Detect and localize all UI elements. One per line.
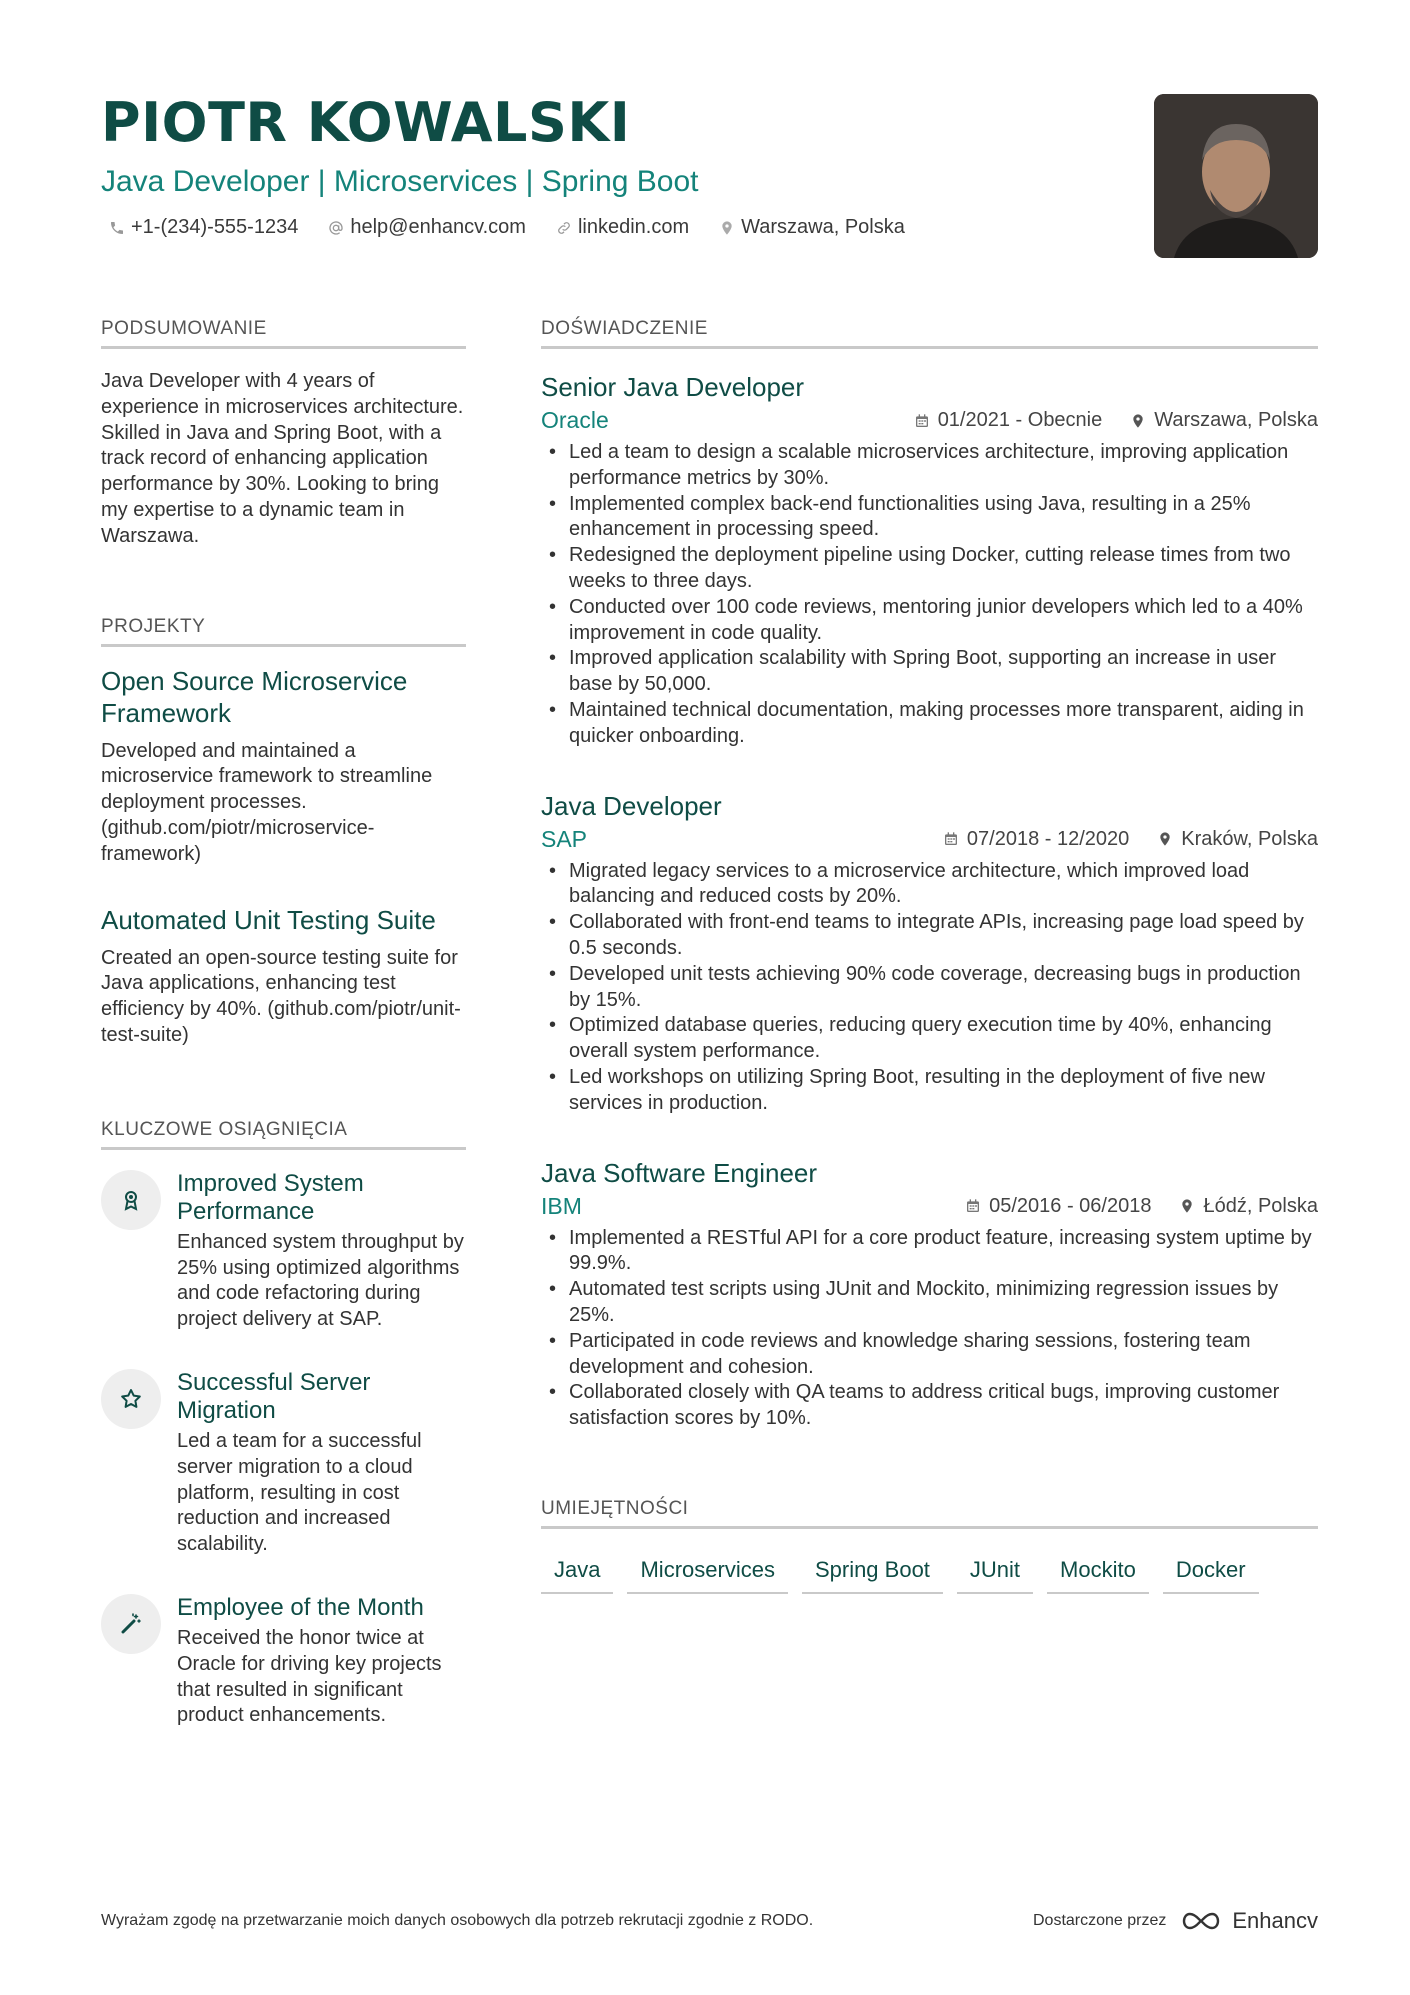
job-bullet: • Implemented complex back-end functionalities using Java, resulting in a 25% enhancement in processing speed.: [541, 492, 1318, 544]
summary-text: Java Developer with 4 years of experience in microservices architecture. Skilled in Java and Spring Boot, with a track record of enhancing application performance by 30%. Looking to bring my expertise to a dynamic team in Warszawa.: [101, 370, 464, 547]
job-bullet: • Migrated legacy services to a microservice architecture, which improved load balancing and reduced costs by 20%.: [541, 859, 1318, 911]
right-column: [541, 318, 1318, 1594]
contact-location: [719, 216, 905, 239]
experience-section: [541, 318, 1318, 1432]
resume-header: [101, 88, 1141, 239]
job-bullets: [541, 440, 1318, 750]
calendar-icon: [965, 1198, 981, 1214]
achievement-item: [101, 1170, 466, 1333]
job-dates: [965, 1195, 1151, 1218]
job-dates-text: 05/2016 - 06/2018: [989, 1194, 1152, 1217]
calendar-icon: [914, 413, 930, 429]
projects-heading: PROJEKTY: [101, 616, 466, 647]
job-title: Java Software Engineer: [541, 1157, 818, 1188]
contact-email-text: help@enhancv.com: [350, 216, 526, 238]
skill-tag: JUnit: [957, 1547, 1033, 1594]
profile-photo: [1154, 94, 1318, 258]
contact-linkedin-text: linkedin.com: [577, 216, 690, 238]
link-icon: [556, 220, 572, 236]
achievements-heading: KLUCZOWE OSIĄGNIĘCIA: [101, 1119, 466, 1150]
job-bullet: • Developed unit tests achieving 90% code coverage, decreasing bugs in production by 15%.: [541, 962, 1318, 1014]
contact-linkedin[interactable]: [556, 216, 689, 239]
portrait-illustration: [1154, 94, 1318, 258]
job-bullet: • Conducted over 100 code reviews, mentoring junior developers which led to a 40% improvement in code quality.: [541, 595, 1318, 647]
job-meta: [541, 826, 1318, 853]
job-entry: [541, 790, 1318, 1117]
location-pin-icon: [1130, 413, 1146, 429]
brand-credit[interactable]: [1033, 1908, 1318, 1934]
contact-location-text: Warszawa, Polska: [741, 216, 905, 238]
job-bullets: [541, 1226, 1318, 1432]
job-location-text: Łódź, Polska: [1203, 1194, 1318, 1217]
calendar-icon: [943, 831, 959, 847]
summary-section: [101, 318, 466, 550]
project-title: Automated Unit Testing Suite: [101, 904, 436, 935]
at-icon: [328, 220, 344, 236]
skill-tag: Spring Boot: [802, 1547, 943, 1594]
job-bullet: • Improved application scalability with Spring Boot, supporting an increase in user base by 50,000.: [541, 646, 1318, 698]
job-bullet: • Collaborated closely with QA teams to address critical bugs, improving customer satisfaction scores by 10%.: [541, 1380, 1318, 1432]
job-location: [1157, 828, 1318, 851]
job-company: SAP: [541, 825, 588, 852]
skill-tag: Java: [541, 1547, 613, 1594]
job-bullet: • Automated test scripts using JUnit and Mockito, minimizing regression issues by 25%.: [541, 1277, 1318, 1329]
project-item: [101, 904, 466, 1049]
star-icon: [101, 1369, 161, 1429]
achievement-title: Employee of the Month: [177, 1593, 424, 1621]
achievement-item: [101, 1594, 466, 1729]
location-pin-icon: [1179, 1198, 1195, 1214]
skill-tag: Microservices: [627, 1547, 787, 1594]
job-meta: [541, 407, 1318, 434]
job-bullet: • Maintained technical documentation, making processes more transparent, aiding in quicker onboarding.: [541, 698, 1318, 750]
job-dates: [943, 828, 1129, 851]
job-bullet: • Led a team to design a scalable microservices architecture, improving application performance metrics by 30%.: [541, 440, 1318, 492]
location-pin-icon: [1157, 831, 1173, 847]
infinity-logo-icon: [1178, 1910, 1224, 1932]
summary-heading: PODSUMOWANIE: [101, 318, 466, 349]
contact-phone-text: +1-(234)-555-1234: [131, 216, 299, 238]
job-location-text: Warszawa, Polska: [1154, 409, 1318, 431]
job-dates-text: 07/2018 - 12/2020: [966, 827, 1130, 850]
achievement-title: Improved System Performance: [177, 1169, 364, 1225]
job-dates-text: 01/2021 - Obecnie: [937, 409, 1103, 431]
project-description: Developed and maintained a microservice framework to streamline deployment processes. (github.com/piotr/microservice-framework): [101, 739, 433, 865]
project-title: Open Source Microservice Framework: [101, 665, 408, 728]
candidate-name: PIOTR KOWALSKI: [101, 91, 631, 154]
page-footer: [101, 1908, 1318, 1934]
skills-heading: UMIEJĘTNOŚCI: [541, 1498, 1318, 1529]
job-location-text: Kraków, Polska: [1181, 827, 1318, 850]
location-pin-icon: [719, 220, 735, 236]
skills-section: [541, 1498, 1318, 1594]
achievement-title: Successful Server Migration: [177, 1368, 371, 1424]
job-company: Oracle: [541, 407, 609, 433]
achievements-section: [101, 1119, 466, 1729]
job-location: [1130, 409, 1318, 432]
achievement-item: [101, 1369, 466, 1558]
job-bullets: [541, 859, 1318, 1117]
skills-list: [541, 1547, 1318, 1594]
projects-section: [101, 616, 466, 1049]
job-bullet: • Participated in code reviews and knowledge sharing sessions, fostering team development and cohesion.: [541, 1329, 1318, 1381]
job-bullet: • Collaborated with front-end teams to integrate APIs, increasing page load speed by 0.5 seconds.: [541, 910, 1318, 962]
project-item: [101, 665, 466, 868]
job-entry: [541, 1157, 1318, 1432]
job-bullet: • Led workshops on utilizing Spring Boot, resulting in the deployment of five new services in production.: [541, 1065, 1318, 1117]
job-title: Senior Java Developer: [541, 372, 805, 402]
consent-text: Wyrażam zgodę na przetwarzanie moich danych osobowych dla potrzeb rekrutacji zgodnie z RODO.: [101, 1912, 814, 1929]
skill-tag: Mockito: [1047, 1547, 1149, 1594]
award-icon: [101, 1170, 161, 1230]
job-bullet: • Optimized database queries, reducing query execution time by 40%, enhancing overall system performance.: [541, 1013, 1318, 1065]
achievement-description: Enhanced system throughput by 25% using optimized algorithms and code refactoring during project delivery at SAP.: [177, 1230, 464, 1331]
left-column: [101, 318, 466, 1729]
project-description: Created an open-source testing suite for Java applications, enhancing test efficiency by 40%. (github.com/piotr/unit-test-suite): [101, 946, 461, 1046]
job-bullet: • Implemented a RESTful API for a core product feature, increasing system uptime by 99.9%.: [541, 1226, 1318, 1278]
brand-name: Enhancv: [1232, 1908, 1318, 1933]
candidate-title: Java Developer | Microservices | Spring Boot: [101, 165, 699, 198]
contact-phone[interactable]: [109, 216, 298, 239]
contact-list: [101, 216, 1141, 239]
magic-wand-icon: [101, 1594, 161, 1654]
contact-email[interactable]: [328, 216, 526, 239]
job-location: [1179, 1195, 1318, 1218]
achievement-description: Led a team for a successful server migration to a cloud platform, resulting in cost reduction and increased scalability.: [177, 1429, 422, 1556]
experience-heading: DOŚWIADCZENIE: [541, 318, 1318, 349]
job-title: Java Developer: [541, 790, 722, 821]
job-company: IBM: [541, 1192, 582, 1219]
job-bullet: • Redesigned the deployment pipeline using Docker, cutting release times from two weeks to three days.: [541, 543, 1318, 595]
brand-logo: [1178, 1908, 1318, 1934]
powered-by-text: Dostarczone przez: [1032, 1912, 1167, 1929]
job-meta: [541, 1193, 1318, 1220]
job-dates: [914, 409, 1103, 432]
phone-icon: [109, 220, 125, 236]
skill-tag: Docker: [1163, 1547, 1259, 1594]
achievement-description: Received the honor twice at Oracle for driving key projects that resulted in significant product enhancements.: [177, 1626, 442, 1727]
job-entry: [541, 371, 1318, 750]
